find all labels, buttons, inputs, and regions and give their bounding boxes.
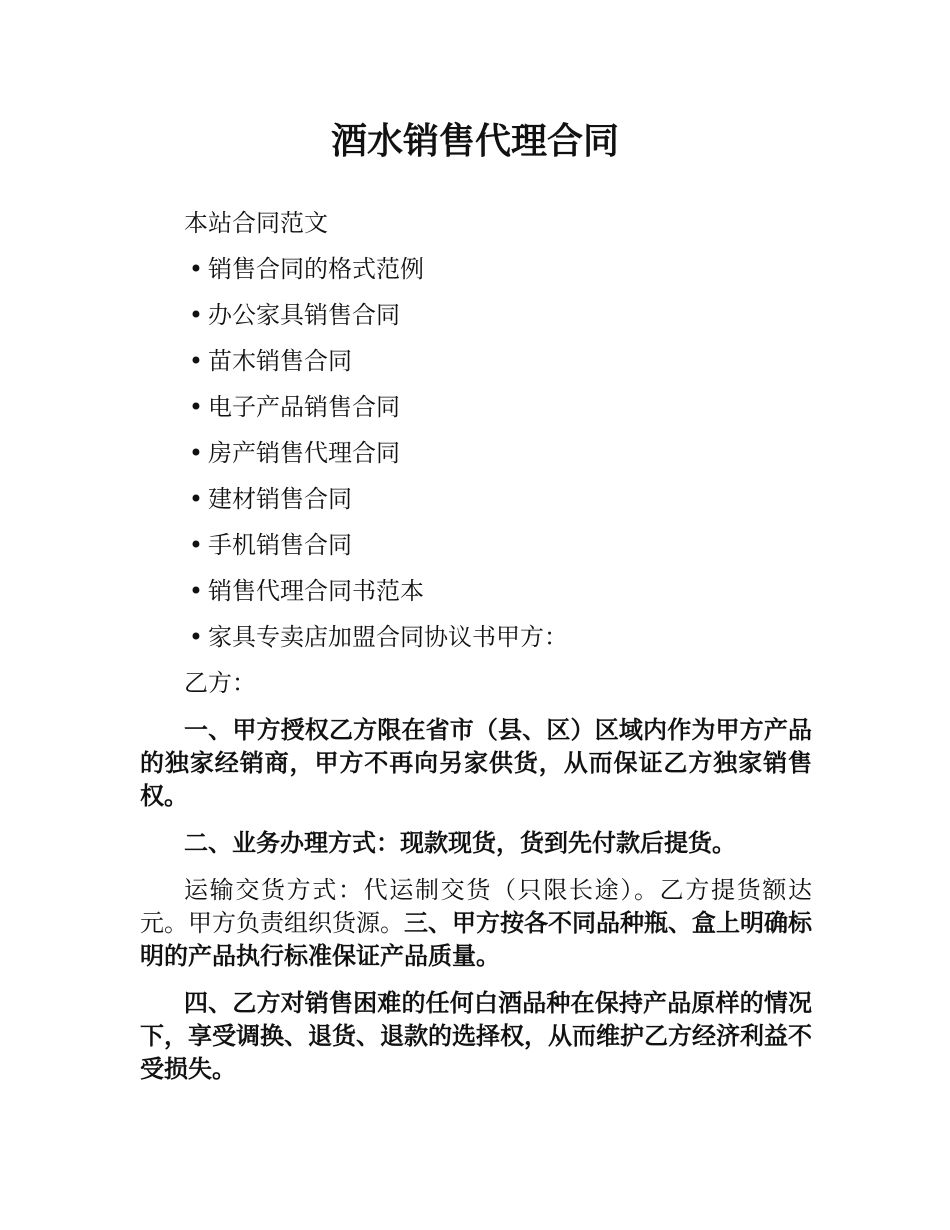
clause-one: 一、甲方授权乙方限在省市（县、区）区域内作为甲方产品的独家经销商，甲方不再向另家供货，从而保证乙方独家销售权。 bbox=[140, 716, 812, 810]
list-item-label: 建材销售合同 bbox=[208, 485, 352, 513]
list-item-label: 苗木销售合同 bbox=[208, 347, 352, 375]
list-item bbox=[140, 384, 812, 430]
bullet-icon: • bbox=[188, 485, 204, 513]
list-item bbox=[140, 246, 812, 292]
transport-text: 运输交货方式：代运制交货（只限长途）。乙方提货额达元。甲方负责组织货源。 bbox=[140, 876, 812, 937]
list-item-label: 销售合同的格式范例 bbox=[208, 255, 424, 283]
document-body bbox=[140, 200, 812, 1086]
list-item-label: 房产销售代理合同 bbox=[208, 439, 400, 467]
bullet-icon: • bbox=[188, 531, 204, 559]
list-item bbox=[140, 338, 812, 384]
template-list bbox=[140, 246, 812, 660]
list-item bbox=[140, 614, 812, 660]
list-item bbox=[140, 568, 812, 614]
document-title: 酒水销售代理合同 bbox=[330, 121, 619, 162]
list-item-label: 家具专卖店加盟合同协议书甲方： bbox=[208, 623, 568, 651]
list-item-label: 销售代理合同书范本 bbox=[208, 577, 424, 605]
list-item bbox=[140, 430, 812, 476]
list-item-label: 办公家具销售合同 bbox=[208, 301, 400, 329]
clause-two: 二、业务办理方式：现款现货，货到先付款后提货。 bbox=[184, 829, 736, 857]
intro-line: 本站合同范文 bbox=[184, 209, 328, 237]
party-b-line: 乙方： bbox=[184, 669, 256, 697]
list-item-label: 电子产品销售合同 bbox=[208, 393, 400, 421]
bullet-icon: • bbox=[188, 577, 204, 605]
clause-three: 三、甲方按各不同品种瓶、盒上明确标明的产品执行标准保证产品质量。 bbox=[140, 909, 812, 970]
bullet-icon: • bbox=[188, 623, 204, 651]
bullet-icon: • bbox=[188, 255, 204, 283]
list-item bbox=[140, 292, 812, 338]
bullet-icon: • bbox=[188, 347, 204, 375]
bullet-icon: • bbox=[188, 439, 204, 467]
bullet-icon: • bbox=[188, 393, 204, 421]
list-item-label: 手机销售合同 bbox=[208, 531, 352, 559]
bullet-icon: • bbox=[188, 301, 204, 329]
transport-paragraph bbox=[140, 874, 812, 973]
list-item bbox=[140, 476, 812, 522]
clause-four: 四、乙方对销售困难的任何白酒品种在保持产品原样的情况下，享受调换、退货、退款的选择权，从而维护乙方经济利益不受损失。 bbox=[140, 989, 812, 1083]
list-item bbox=[140, 522, 812, 568]
